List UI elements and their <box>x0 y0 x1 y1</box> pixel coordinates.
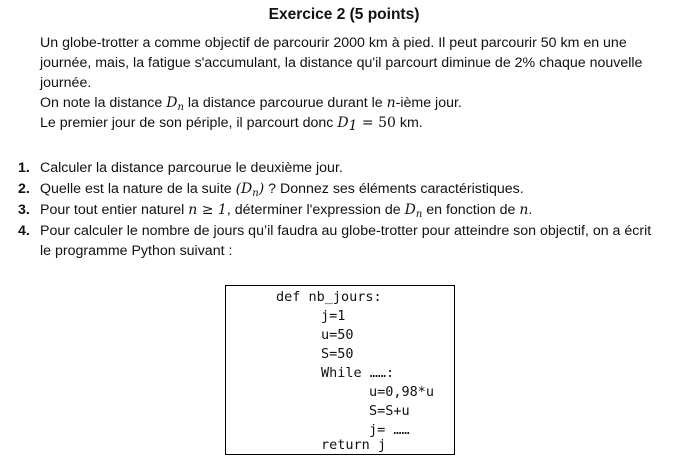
python-code-box <box>225 285 455 455</box>
question-item <box>18 158 658 178</box>
notation-text-pre: On note la distance <box>40 95 167 111</box>
notation-text-mid: la distance parcourue durant le <box>183 95 387 111</box>
code-line: u=50 <box>321 327 354 343</box>
notation-text-post: -ième jour. <box>395 95 462 111</box>
code-line: While ……: <box>321 365 395 381</box>
code-line: S=S+u <box>369 403 410 419</box>
question-number: 3. <box>18 202 30 218</box>
question-number: 2. <box>18 181 30 197</box>
question-number: 1. <box>18 160 30 176</box>
question-number: 4. <box>18 223 30 239</box>
exercise-title: Exercice 2 (5 points) <box>268 6 420 23</box>
code-line: S=50 <box>321 346 354 362</box>
question-item <box>18 179 658 199</box>
intro-notation-line <box>40 93 650 113</box>
exercise-intro <box>40 33 650 133</box>
code-line: def nb_jours: <box>276 289 382 305</box>
first-term-variable: $D_1$ <box>337 115 358 134</box>
first-day-text-post: km. <box>395 115 423 131</box>
first-term-value: = 50 <box>357 115 396 131</box>
question-item <box>18 200 658 220</box>
first-day-text-pre: Le premier jour de son périple, il parcourt donc <box>40 115 338 131</box>
sequence-variable: $D_n$ <box>166 95 184 113</box>
intro-paragraph: Un globe-trotter a comme objectif de parcourir 2000 km à pied. Il peut parcourir 50 km en une journée, mais, la fatigue s'accumulant, la distance qu'il parcourt diminue de 2% chaque nouvelle journée. <box>40 35 643 91</box>
question-item <box>18 221 658 261</box>
code-line: return j <box>321 437 387 453</box>
code-line: j=1 <box>321 308 346 324</box>
condition-math: n ≥ 1 <box>188 202 227 218</box>
code-line: u=0,98*u <box>369 384 435 400</box>
code-line: j= …… <box>369 422 410 438</box>
intro-first-day-line <box>40 113 650 133</box>
question-text: Calculer la distance parcourue le deuxième jour. <box>40 160 343 176</box>
question-list <box>18 158 658 262</box>
question-text: Pour calculer le nombre de jours qu’il faudra au globe-trotter pour atteindre son objectif, on a écrit le programme Python suivant : <box>40 223 652 259</box>
question-text: Pour tout entier naturel n ≥ 1, déterminer l'expression de $D_n$ en fonction de n. <box>40 202 533 220</box>
n-variable: n <box>386 95 396 111</box>
question-text: Quelle est la nature de la suite $(D_n)$ ? Donnez ses éléments caractéristiques. <box>40 181 524 199</box>
